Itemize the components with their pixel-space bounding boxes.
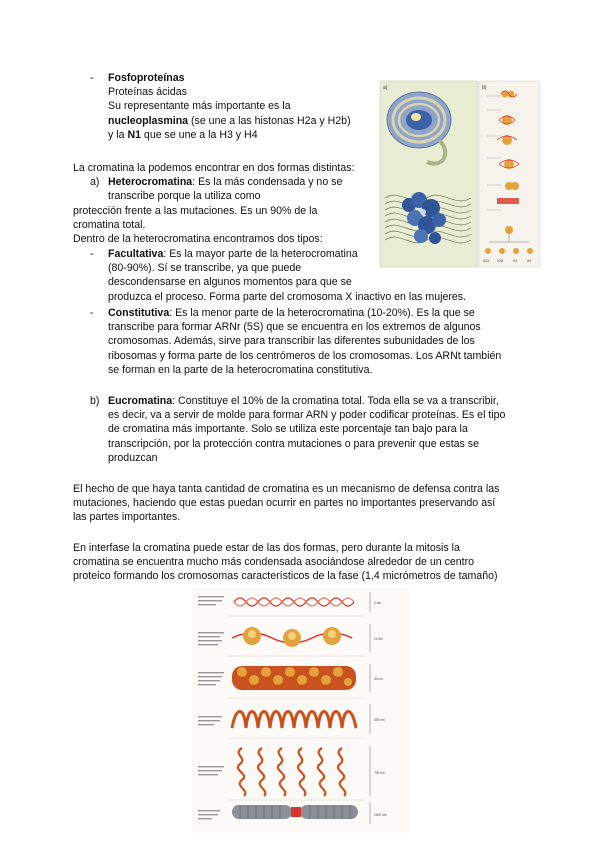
constitutiva-line: transcribe para formar ARNr (5S) que se encuentra en los extremos de algunos [108, 321, 481, 334]
hetero-continued [73, 204, 323, 247]
fosfoproteinas-title: Fosfoproteínas [108, 72, 185, 84]
bullet: - [90, 248, 94, 260]
facultativa-line: descondensarse en algunos momentos para que se [108, 276, 352, 289]
scale-label: 300 nm [374, 718, 385, 722]
hetero-line: cromatina total. [73, 219, 146, 232]
chromatin-compaction-figure [192, 588, 410, 833]
fosfo-line: y la [108, 128, 128, 141]
hetero-line: Dentro de la heterocromatina encontramos dos tipos: [73, 233, 323, 246]
intro-line [73, 161, 354, 175]
paragraph-line: proteico formando los cromosomas característicos de la fase (1,4 micrómetros de tamaño) [73, 570, 498, 583]
bullet: - [90, 72, 94, 84]
constitutiva-title: Constitutiva [108, 307, 170, 319]
histone-label: H4 [527, 259, 532, 263]
panel-a-label: a) [383, 85, 388, 91]
hetero-line: protección frente a las mutaciones. Es un 90% de la [73, 205, 318, 217]
constitutiva-line: : Es la menor parte de la heterocromatina (10-20%). Es la que se [169, 307, 475, 319]
list-label: a) [90, 176, 100, 188]
paragraph-line: las partes importantes. [73, 511, 181, 524]
eucro-line: de cromatina más importante. Solo se utiliza este porcentaje tan bajo para la [108, 423, 468, 436]
heterocromatina-title: Heterocromatina [108, 176, 193, 188]
facultativa-title: Facultativa [108, 248, 164, 260]
constitutiva-line: se forman en la parte de la heterocromatina constitutiva. [108, 363, 373, 376]
panel-b-label: b) [482, 85, 487, 91]
hetero-line: : Es la más condensada y no se [192, 176, 343, 188]
intro-text: La cromatina la podemos encontrar en dos formas distintas: [73, 162, 355, 174]
nucleosome-diagram [379, 80, 541, 269]
paragraph-line: El hecho de que haya tanta cantidad de cromatina es un mecanismo de defensa contra las [73, 483, 500, 495]
facultativa-line: (80-90%). Sí se transcribe, ya que puede [108, 262, 302, 275]
beads-on-string [232, 627, 352, 647]
histone-label: H3 [513, 259, 518, 263]
n1-term: N1 [127, 128, 141, 141]
scale-label: 30 nm [374, 677, 383, 681]
nucleoplasmina-term: nucleoplasmina [108, 114, 189, 127]
constitutiva-line: cromosomas. Además, sirve para transcribir las diferentes subunidades de los [108, 335, 475, 348]
constitutiva-text [108, 306, 501, 377]
hetero-text [108, 175, 342, 203]
paragraph-line: cromatina se encuentra mucho más condensada asociándose alrededor de un centro [73, 556, 475, 569]
facultativa-line: produzca el proceso. Forma parte del cromosoma X inactivo en las mujeres. [108, 290, 466, 303]
eucromatina-title: Eucromatina [108, 395, 173, 407]
paragraph-defense [73, 482, 529, 525]
eucro-line: es decir, va a servir de molde para formar ARN y poder codificar proteínas. Es el tipo [108, 409, 506, 422]
fosfo-line: que se une a la H3 y H4 [140, 128, 258, 141]
paragraph-line: mutaciones, haciendo que estas puedan ocurrir en partes no importantes preservando así [73, 497, 496, 510]
nucleosome-figure [379, 80, 541, 269]
eucro-line: transcripción, por la protección contra mutaciones o para prevenir que estas se [108, 437, 479, 450]
histone-label: H2A [483, 259, 490, 263]
scale-label: 1400 nm [374, 813, 387, 817]
scale-label: 700 nm [374, 771, 385, 775]
facultativa-line: : Es la mayor parte de la heterocromatina [163, 248, 358, 260]
scale-label: 2 nm [374, 601, 382, 605]
paragraph-line: En interfase la cromatina puede estar de las dos formas, pero durante la mitosis la [73, 542, 460, 554]
hetero-label [90, 175, 99, 189]
facultativa-bullet [90, 247, 94, 261]
paragraph-interphase [73, 541, 529, 584]
hetero-line: transcribe porque la utiliza como [108, 190, 261, 203]
compaction-diagram [192, 588, 410, 833]
bullet: - [90, 307, 94, 319]
list-label: b) [90, 395, 100, 407]
fosfo-line: Su representante más importante es la [108, 100, 291, 113]
fosfo-line: (se une a las histonas H2a y H2b) [188, 114, 351, 127]
eucro-line: : Constituye el 10% de la cromatina total. Toda ella se va a transcribir, [172, 395, 499, 407]
solenoid-fiber [232, 666, 356, 690]
eucro-text [108, 394, 505, 465]
fosfo-line: Proteínas ácidas [108, 86, 187, 99]
constitutiva-bullet [90, 306, 94, 320]
constitutiva-line: ribosomas y forma parte de los centrómeros de los cromosomas. Los ARNt también [108, 349, 502, 362]
eucro-label [90, 394, 99, 408]
fosfoproteinas-text [108, 71, 351, 142]
panel-b-background [479, 81, 540, 267]
scale-label: 11 nm [374, 637, 383, 641]
fosfoproteinas-section [90, 71, 94, 85]
eucro-line: produzcan [108, 451, 158, 464]
metaphase-chromosome [232, 805, 358, 819]
histone-label: H2B [497, 259, 504, 263]
